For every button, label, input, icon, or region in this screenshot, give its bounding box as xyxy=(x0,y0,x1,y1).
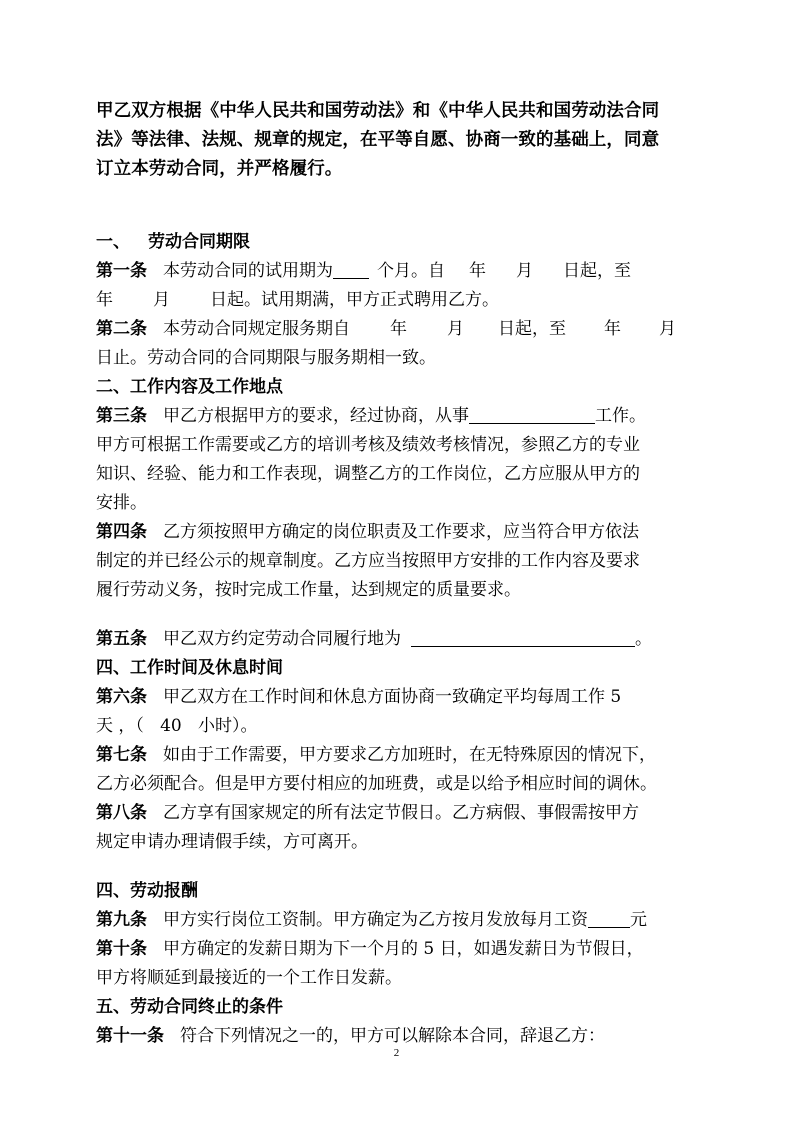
page-number: 2 xyxy=(393,1047,400,1059)
article-10-line-1 xyxy=(96,935,706,964)
article-4-line-2: 制定的并已经公示的规章制度。乙方应当按照甲方安排的工作内容及要求 xyxy=(96,551,640,571)
section-4-pay-heading: 四、劳动报酬 xyxy=(96,881,198,901)
article-3-line-1 xyxy=(96,402,706,431)
section-5-heading: 五、劳动合同终止的条件 xyxy=(96,997,283,1017)
section-1-number: 一、 xyxy=(96,232,130,252)
article-2-text: 本劳动合同规定服务期自 xyxy=(163,319,350,339)
section-2-heading: 二、工作内容及工作地点 xyxy=(96,377,283,397)
article-4-text: 乙方须按照甲方确定的岗位职责及工作要求，应当符合甲方依法 xyxy=(163,522,639,542)
article-2-year: 年 xyxy=(390,319,407,339)
article-1-text: 本劳动合同的试用期为 xyxy=(163,261,333,281)
section-4-time-heading: 四、工作时间及休息时间 xyxy=(96,658,283,678)
article-2-day: 日起，至 xyxy=(498,319,566,339)
article-1-text-b: 个月。自 xyxy=(377,261,445,281)
article-2-end-month: 月 xyxy=(659,319,676,339)
section-1-heading xyxy=(96,228,706,257)
article-1-end-month: 月 xyxy=(153,290,170,310)
article-9-text-b: 元 xyxy=(630,910,647,930)
article-7-text: 如由于工作需要，甲方要求乙方加班时，在无特殊原因的情况下， xyxy=(163,745,656,765)
article-7-line-1 xyxy=(96,741,706,770)
job-title-blank xyxy=(469,405,595,424)
article-8-label: 第八条 xyxy=(96,803,147,823)
article-3-line-4: 安排。 xyxy=(96,493,147,513)
article-5-line-1 xyxy=(96,625,706,654)
article-11-label: 第十一条 xyxy=(96,1026,164,1046)
work-location-blank xyxy=(411,628,635,647)
article-7-line-2: 乙方必须配合。但是甲方要付相应的加班费，或是以给予相应时间的调休。 xyxy=(96,774,657,794)
intro-paragraph xyxy=(96,96,706,183)
article-10-label: 第十条 xyxy=(96,939,147,959)
article-2-line-1 xyxy=(96,315,706,344)
article-3-line-3: 知识、经验、能力和工作表现，调整乙方的工作岗位，乙方应服从甲方的 xyxy=(96,464,640,484)
article-3-text-b: 工作。 xyxy=(595,406,646,426)
article-5-text: 甲乙双方约定劳动合同履行地为 xyxy=(163,629,401,649)
article-1-year: 年 xyxy=(469,261,486,281)
article-9-line-1 xyxy=(96,906,706,935)
article-3-text: 甲乙方根据甲方的要求，经过协商，从事 xyxy=(163,406,469,426)
article-8-line-1 xyxy=(96,799,706,828)
article-2-end-year: 年 xyxy=(604,319,621,339)
trial-months-blank xyxy=(333,260,369,279)
article-1-line-2 xyxy=(96,286,706,315)
article-11-text: 符合下列情况之一的，甲方可以解除本合同，辞退乙方： xyxy=(180,1026,605,1046)
article-1-line-1 xyxy=(96,257,706,286)
article-9-label: 第九条 xyxy=(96,910,147,930)
article-4-line-3: 履行劳动义务，按时完成工作量，达到规定的质量要求。 xyxy=(96,580,521,600)
monthly-salary-blank xyxy=(588,909,630,928)
intro-line-3: 订立本劳动合同，并严格履行。 xyxy=(96,159,343,179)
article-10-line-2: 甲方将顺延到最接近的一个工作日发薪。 xyxy=(96,968,402,988)
article-8-line-2: 规定申请办理请假手续，方可离开。 xyxy=(96,832,368,852)
article-1-month: 月 xyxy=(516,261,533,281)
article-5-label: 第五条 xyxy=(96,629,147,649)
article-4-line-1 xyxy=(96,518,706,547)
article-7-label: 第七条 xyxy=(96,745,147,765)
contract-body xyxy=(96,228,706,1051)
section-1-title: 劳动合同期限 xyxy=(148,232,250,252)
article-4-label: 第四条 xyxy=(96,522,147,542)
article-5-text-b: 。 xyxy=(635,629,652,649)
article-1-end-text: 日起。试用期满，甲方正式聘用乙方。 xyxy=(210,290,499,310)
article-2-month: 月 xyxy=(447,319,464,339)
intro-line-2: 法》等法律、法规、规章的规定，在平等自愿、协商一致的基础上，同意 xyxy=(96,130,660,150)
article-2-label: 第二条 xyxy=(96,319,147,339)
article-3-line-2: 甲方可根据工作需要或乙方的培训考核及绩效考核情况，参照乙方的专业 xyxy=(96,435,640,455)
article-6-line-2: 天 ，（ 40 小时）。 xyxy=(96,716,258,736)
article-6-label: 第六条 xyxy=(96,687,147,707)
article-1-end-year: 年 xyxy=(96,290,113,310)
article-8-text: 乙方享有国家规定的所有法定节假日。乙方病假、事假需按甲方 xyxy=(163,803,639,823)
article-6-text: 甲乙双方在工作时间和休息方面协商一致确定平均每周工作 5 xyxy=(163,687,622,707)
article-1-label: 第一条 xyxy=(96,261,147,281)
article-10-text: 甲方确定的发薪日期为下一个月的 5 日，如遇发薪日为节假日， xyxy=(163,939,644,959)
article-9-text: 甲方实行岗位工资制。甲方确定为乙方按月发放每月工资 xyxy=(163,910,588,930)
article-2-line-2: 日止。劳动合同的合同期限与服务期相一致。 xyxy=(96,348,436,368)
article-6-line-1 xyxy=(96,683,706,712)
intro-line-1: 甲乙双方根据《中华人民共和国劳动法》和《中华人民共和国劳动法合同 xyxy=(96,101,660,121)
article-3-label: 第三条 xyxy=(96,406,147,426)
article-1-day: 日起，至 xyxy=(563,261,631,281)
